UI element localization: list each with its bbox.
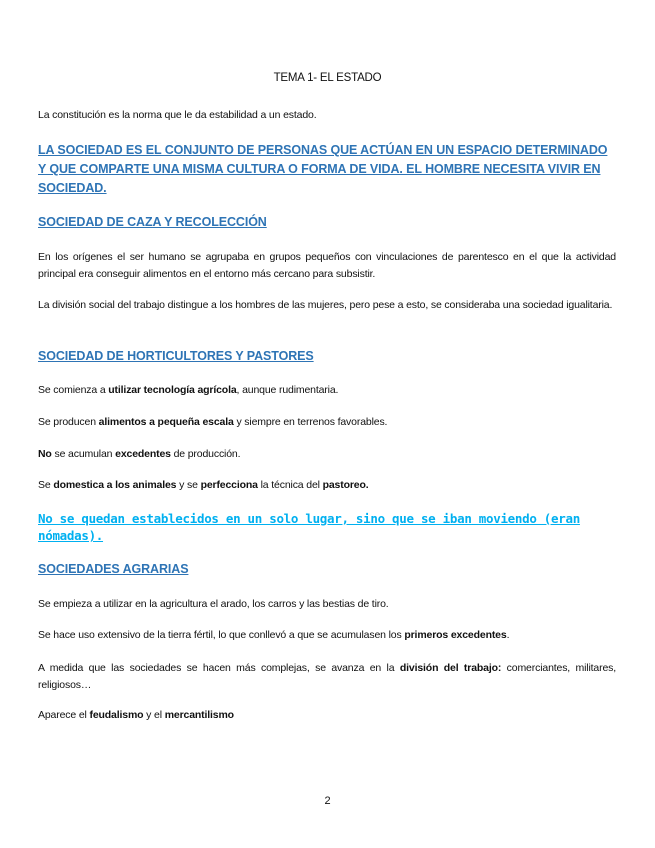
nomadic-highlight: No se quedan establecidos en un solo lugar, sino que se iban moviendo (eran nómadas).: [38, 511, 580, 543]
section-heading-horticultores: SOCIEDAD DE HORTICULTORES Y PASTORES: [38, 349, 314, 363]
agrarias-line-4: Aparece el feudalismo y el mercantilismo: [38, 709, 234, 721]
horticultores-line-3: No se acumulan excedentes de producción.: [38, 448, 241, 460]
society-definition: LA SOCIEDAD ES EL CONJUNTO DE PERSONAS QUE ACTÚAN EN UN ESPACIO DETERMINADO Y QUE COMPARTE UNA MISMA CULTURA O FORMA DE VIDA. EL HOMBRE NECESITA VIVIR EN SOCIEDAD.: [38, 143, 608, 195]
horticultores-line-1: Se comienza a utilizar tecnología agrícola, aunque rudimentaria.: [38, 384, 339, 396]
page-number: 2: [324, 795, 331, 807]
agrarias-line-1: Se empieza a utilizar en la agricultura el arado, los carros y las bestias de tiro.: [38, 598, 389, 610]
section-heading-caza: SOCIEDAD DE CAZA Y RECOLECCIÓN: [38, 215, 267, 229]
page-title: TEMA 1- EL ESTADO: [273, 72, 382, 84]
intro-paragraph: La constitución es la norma que le da estabilidad a un estado.: [38, 109, 317, 121]
section-heading-agrarias: SOCIEDADES AGRARIAS: [38, 562, 189, 576]
horticultores-line-4: Se domestica a los animales y se perfecciona la técnica del pastoreo.: [38, 479, 369, 491]
agrarias-line-2: Se hace uso extensivo de la tierra fértil, lo que conllevó a que se acumulasen los primeros excedentes.: [38, 629, 510, 641]
horticultores-line-2: Se producen alimentos a pequeña escala y siempre en terrenos favorables.: [38, 416, 388, 428]
caza-paragraph-2: La división social del trabajo distingue a los hombres de las mujeres, pero pese a esto, se consideraba una sociedad igualitaria.: [38, 299, 613, 311]
agrarias-paragraph-3: A medida que las sociedades se hacen más complejas, se avanza en la división del trabajo: comerciantes, militares, religiosos…: [38, 662, 617, 691]
caza-paragraph-1: En los orígenes el ser humano se agrupaba en grupos pequeños con vinculaciones de parentesco en el que la actividad principal era conseguir alimentos en el entorno más cercano para subsistir.: [38, 251, 616, 280]
